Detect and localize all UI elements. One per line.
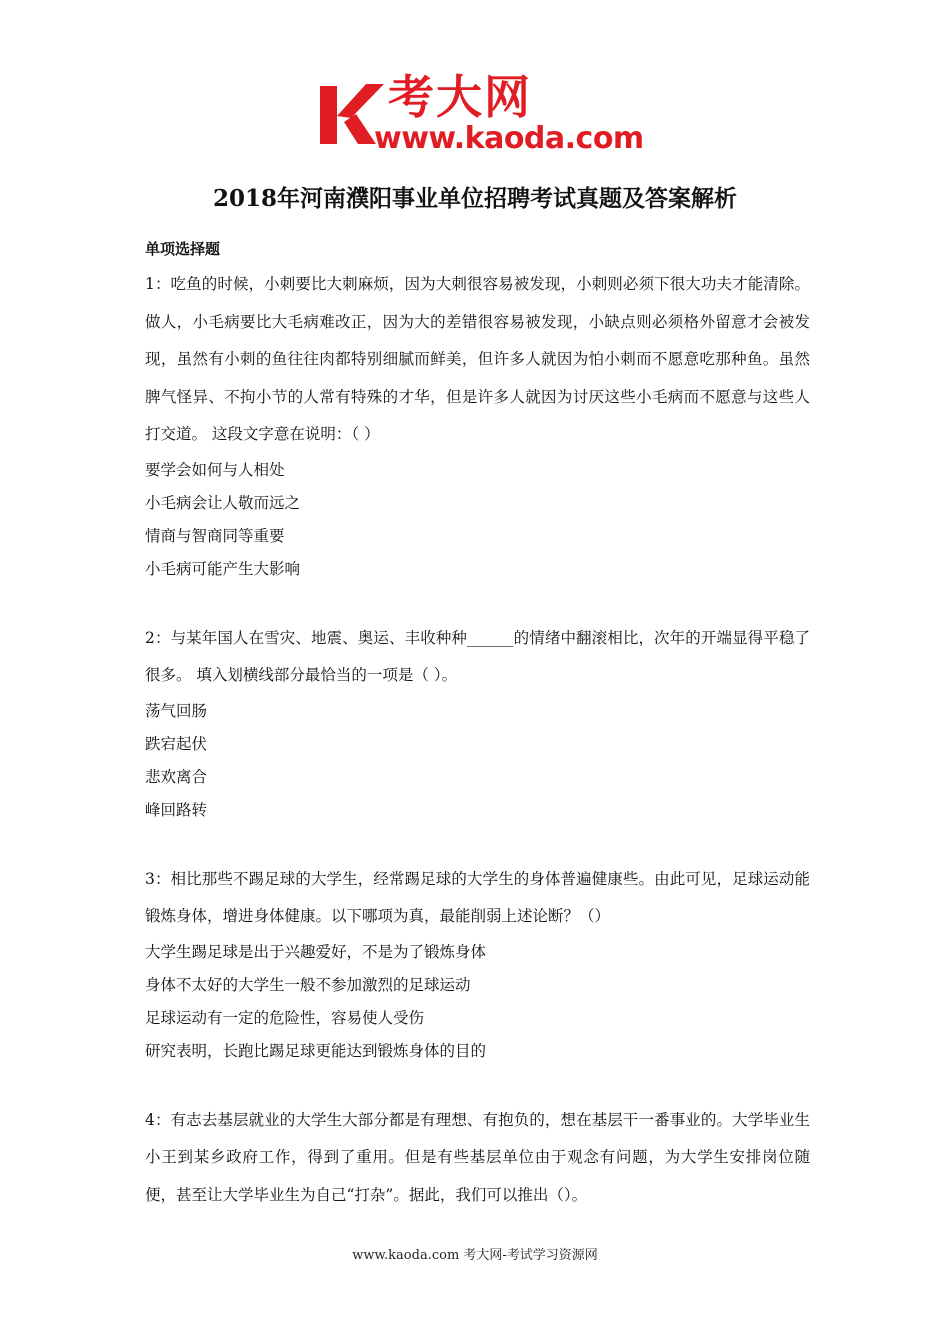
spacer: [145, 827, 810, 861]
option: 小毛病可能产生大影响: [145, 559, 301, 578]
option: 研究表明，长跑比踢足球更能达到锻炼身体的目的: [145, 1041, 487, 1060]
question-2: 2：与某年国人在雪灾、地震、奥运、丰收种种______的情绪中翻滚相比，次年的开端显得平稳了很多。 填入划横线部分最恰当的一项是（ ）。: [145, 628, 810, 684]
option: 大学生踢足球是出于兴趣爱好，不是为了锻炼身体: [145, 942, 487, 961]
option: 悲欢离合: [145, 767, 208, 786]
spacer: [145, 1068, 810, 1102]
page-title: 2018年河南濮阳事业单位招聘考试真题及答案解析: [212, 185, 737, 212]
option: 身体不太好的大学生一般不参加激烈的足球运动: [145, 975, 471, 994]
question-4: 4：有志去基层就业的大学生大部分都是有理想、有抱负的，想在基层干一番事业的。大学毕业生小王到某乡政府工作，得到了重用。但是有些基层单位由于观念有问题，为大学生安排岗位随便，甚至让大学毕业生为自己“打杂”。据此，我们可以推出（）。: [145, 1110, 810, 1204]
question-1: 1：吃鱼的时候，小刺要比大刺麻烦，因为大刺很容易被发现，小刺则必须下很大功夫才能清除。做人，小毛病要比大毛病难改正，因为大的差错很容易被发现，小缺点则必须格外留意才会被发现，虽然有小刺的鱼往往肉都特别细腻而鲜美，但许多人就因为怕小刺而不愿意吃那种鱼。虽然脾气怪异、不拘小节的人常有特殊的才华，但是许多人就因为讨厌这些小毛病而不愿意与这些人打交道。 这段文字意在说明：（ ）: [145, 275, 810, 443]
option: 荡气回肠: [145, 701, 208, 720]
kaoda-logo: [318, 70, 644, 158]
option: 跌宕起伏: [145, 734, 208, 753]
option: 足球运动有一定的危险性，容易使人受伤: [145, 1008, 425, 1027]
section-heading: 单项选择题: [145, 240, 221, 258]
question-3: 3：相比那些不踢足球的大学生，经常踢足球的大学生的身体普遍健康些。由此可见，足球运动能锻炼身体，增进身体健康。以下哪项为真，最能削弱上述论断？（）: [145, 869, 810, 925]
option: 峰回路转: [145, 800, 208, 819]
option: 小毛病会让人敬而远之: [145, 493, 301, 512]
logo-url-text: www.kaoda.com: [374, 121, 644, 156]
spacer: [145, 586, 810, 620]
option: 情商与智商同等重要: [145, 526, 285, 545]
logo-chinese-text: 考大网: [388, 70, 532, 124]
option: 要学会如何与人相处: [145, 460, 285, 479]
document-body: [145, 236, 810, 1214]
page-footer: www.kaoda.com 考大网-考试学习资源网: [352, 1248, 598, 1263]
